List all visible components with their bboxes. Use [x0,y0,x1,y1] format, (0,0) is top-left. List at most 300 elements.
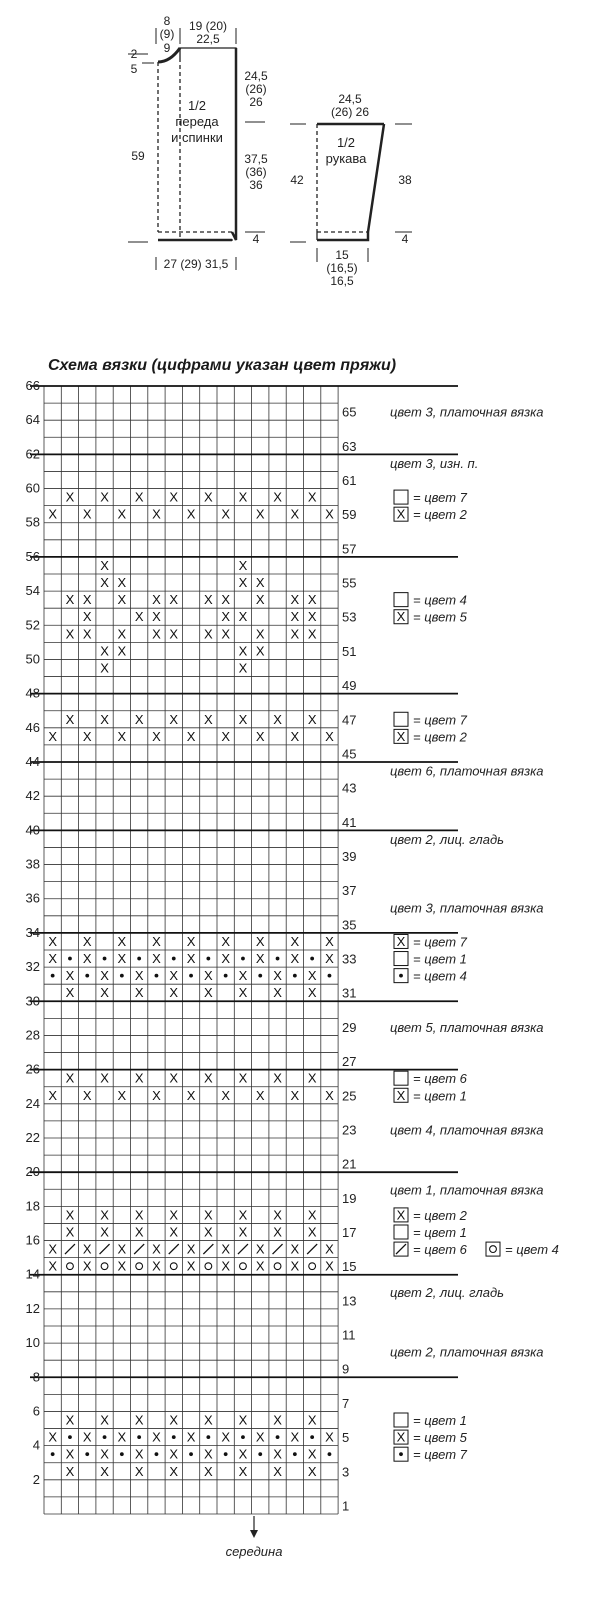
right-row-number: 63 [342,438,357,454]
legend-label: = цвет 1 [413,1088,467,1104]
dim-sleeve-left-height: 42 [290,173,304,187]
body-label-line2: переда [175,114,219,129]
section-note: цвет 1, платочная вязка [390,1182,544,1198]
cross-symbol: X [325,1087,334,1103]
cross-symbol: X [238,557,248,573]
circle-symbol [101,1263,108,1270]
cross-symbol: X [134,968,144,984]
section-note: цвет 2, лиц. гладь [390,1284,504,1300]
dot-symbol [137,1435,141,1439]
legend-label: = цвет 5 [413,1430,467,1446]
cross-symbol: X [238,985,248,1001]
dot-symbol [399,974,403,978]
right-row-number: 33 [342,951,357,967]
cross-symbol: X [100,660,109,676]
left-row-number: 14 [25,1266,40,1282]
cross-symbol: X [117,951,127,967]
legend-label: = цвет 5 [413,609,467,625]
left-row-number: 34 [25,924,40,940]
cross-symbol: X [290,506,300,522]
cross-symbol: X [100,1070,109,1086]
right-row-number: 29 [342,1019,357,1035]
chart-legends [394,490,559,1462]
slash-symbol [65,1244,75,1254]
cross-symbol: X [134,985,144,1001]
dim-lower: 37,5 [244,152,268,166]
cross-symbol: X [65,968,75,984]
right-row-number: 17 [342,1225,357,1240]
dot-symbol [276,1435,280,1439]
left-row-number: 4 [32,1437,40,1453]
dot-symbol [189,1452,193,1456]
cross-symbol: X [238,660,248,676]
cross-symbol: X [290,951,300,967]
cross-symbol: X [325,728,334,744]
cross-symbol: X [255,728,265,744]
cross-symbol: X [169,1070,179,1086]
cross-symbol: X [100,968,109,984]
cross-symbol: X [152,609,161,625]
cross-symbol: X [255,1087,265,1103]
cross-symbol: X [238,1412,248,1428]
cross-symbol: X [169,711,179,727]
cross-symbol: X [307,626,317,642]
cross-symbol: X [325,933,334,949]
cross-symbol: X [152,728,161,744]
dim-shoulder: 19 (20) [188,19,228,33]
cross-symbol: X [117,1258,127,1274]
left-row-number: 50 [25,651,40,667]
cross-symbol: X [325,1429,334,1445]
left-row-number: 38 [25,856,40,872]
legend-label: = цвет 1 [413,951,467,967]
cross-symbol: X [169,1463,179,1479]
dot-symbol [51,974,55,978]
cross-symbol: X [221,1087,230,1103]
cross-symbol: X [134,1207,144,1223]
cross-symbol: X [186,1241,196,1257]
dot-symbol [155,1452,159,1456]
cross-symbol: X [396,728,406,744]
section-note: цвет 5, платочная вязка [390,1019,544,1035]
right-row-number: 41 [342,814,357,830]
dot-symbol [224,974,228,978]
cross-symbol: X [48,1087,57,1103]
cross-symbol: X [204,985,213,1001]
cross-symbol: X [325,506,334,522]
circle-symbol [67,1263,74,1270]
cross-symbol: X [134,609,144,625]
dim-total-length: 59 [131,149,145,163]
cross-symbol: X [117,933,127,949]
right-row-number: 47 [342,712,357,728]
cross-symbol: X [238,1224,248,1240]
legend-swatch [394,1225,408,1239]
cross-symbol: X [221,592,230,608]
cross-symbol: X [255,575,265,591]
cross-symbol: X [100,1463,109,1479]
cross-symbol: X [273,1070,282,1086]
left-row-number: 58 [25,514,40,530]
cross-symbol: X [307,609,317,625]
right-row-number: 13 [342,1293,357,1309]
cross-symbol: X [65,1412,75,1428]
dot-symbol [206,957,210,961]
cross-symbol: X [204,1207,213,1223]
cross-symbol: X [307,711,317,727]
legend-label: = цвет 2 [413,729,467,745]
section-note: цвет 3, платочная вязка [390,404,544,420]
dot-symbol [68,957,72,961]
cross-symbol: X [100,575,109,591]
cross-symbol: X [255,951,265,967]
right-row-number: 11 [342,1327,356,1343]
right-row-number: 1 [342,1498,350,1514]
dot-symbol [293,974,297,978]
cross-symbol: X [65,489,75,505]
cross-symbol: X [290,592,300,608]
cross-symbol: X [152,1429,161,1445]
cross-symbol: X [238,575,248,591]
cross-symbol: X [152,1087,161,1103]
cross-symbol: X [221,506,230,522]
chart-title: Схема вязки (цифрами указан цвет пряжи) [48,357,397,374]
cross-symbol: X [48,1429,57,1445]
slash-symbol [100,1244,110,1254]
dot-symbol [120,1452,124,1456]
cross-symbol: X [117,728,127,744]
left-row-number: 28 [25,1027,40,1043]
cross-symbol: X [204,711,213,727]
right-row-number: 9 [342,1361,350,1377]
right-row-number: 25 [342,1088,357,1104]
cross-symbol: X [100,1207,109,1223]
circle-symbol [205,1263,212,1270]
dim-neck-depth-alt: (9) [159,27,175,41]
cross-symbol: X [117,506,127,522]
cross-symbol: X [273,1446,282,1462]
cross-symbol: X [186,951,196,967]
cross-symbol: X [82,951,92,967]
cross-symbol: X [65,1207,75,1223]
left-row-number: 6 [32,1403,40,1419]
dot-symbol [172,957,176,961]
cross-symbol: X [238,968,248,984]
dim-armhole-alt: (26) [245,82,267,96]
dot-symbol [258,974,262,978]
left-row-number: 16 [25,1232,40,1248]
cross-symbol: X [238,1070,248,1086]
cross-symbol: X [65,1463,75,1479]
legend-swatch [486,1242,500,1256]
dot-symbol [310,1435,314,1439]
circle-symbol [274,1263,281,1270]
left-row-number: 22 [25,1130,40,1145]
cross-symbol: X [290,1258,300,1274]
cross-symbol: X [204,968,213,984]
cross-symbol: X [396,506,406,522]
section-note: цвет 3, изн. п. [390,455,479,471]
legend-label: = цвет 1 [413,1413,467,1428]
dot-symbol [172,1435,176,1439]
left-row-number: 10 [25,1335,40,1351]
cross-symbol: X [117,1241,127,1257]
cross-symbol: X [238,1446,248,1462]
dot-symbol [293,1452,297,1456]
cross-symbol: X [134,1463,144,1479]
cross-symbol: X [82,1241,92,1257]
cross-symbol: X [65,985,75,1001]
cross-symbol: X [307,985,317,1001]
cross-symbol: X [48,506,57,522]
cross-symbol: X [152,933,161,949]
cross-symbol: X [273,1412,282,1428]
cross-symbol: X [255,1429,265,1445]
dot-symbol [51,1452,55,1456]
section-note: цвет 2, лиц. гладь [390,831,504,847]
dot-symbol [120,974,124,978]
cross-symbol: X [82,1258,92,1274]
cross-symbol: X [134,711,144,727]
right-row-number: 43 [342,780,357,796]
right-row-number: 55 [342,575,357,591]
left-row-number: 24 [25,1095,40,1111]
cross-symbol: X [117,643,127,659]
slash-symbol [238,1244,248,1254]
cross-symbol: X [82,933,92,949]
dim-body-rib: 4 [252,232,260,246]
slash-symbol [273,1244,283,1254]
cross-symbol: X [82,626,92,642]
cross-symbol: X [169,985,179,1001]
cross-symbol: X [82,506,92,522]
legend-label: = цвет 7 [413,934,467,950]
left-row-number: 36 [25,890,40,906]
cross-symbol: X [221,1429,230,1445]
dim-sleeve-cuff-alt2: 16,5 [330,274,354,288]
section-note: цвет 2, платочная вязка [390,1344,544,1360]
dot-symbol [155,974,159,978]
right-row-number: 19 [342,1190,357,1206]
section-note: цвет 3, платочная вязка [390,900,544,916]
cross-symbol: X [48,1258,57,1274]
cross-symbol: X [307,1207,317,1223]
circle-symbol [136,1263,143,1270]
cross-symbol: X [186,1429,196,1445]
cross-symbol: X [238,609,248,625]
dot-symbol [241,1435,245,1439]
circle-symbol [240,1263,247,1270]
left-row-number: 44 [25,754,40,769]
cross-symbol: X [186,1258,196,1274]
cross-symbol: X [255,592,265,608]
cross-symbol: X [117,575,127,591]
cross-symbol: X [152,951,161,967]
dim-side-a: 2 [130,47,138,61]
left-row-number: 52 [25,617,40,633]
legend-label: = цвет 6 [413,1071,467,1087]
legend-label: = цвет 4 [413,968,467,984]
legend-swatch [394,1071,408,1085]
left-row-number: 66 [25,378,40,393]
dim-lower-alt: (36) [245,165,267,179]
cross-symbol: X [117,1087,127,1103]
cross-symbol: X [290,1429,300,1445]
dot-symbol [85,1452,89,1456]
legend-swatch [394,952,408,966]
cross-symbol: X [82,592,92,608]
section-note: цвет 6, платочная вязка [390,763,544,779]
right-row-number: 45 [342,746,357,762]
cross-symbol: X [134,1070,144,1086]
cross-symbol: X [273,1463,282,1479]
left-row-number: 46 [25,719,40,735]
cross-symbol: X [273,489,282,505]
cross-symbol: X [204,1463,213,1479]
cross-symbol: X [100,557,109,573]
right-row-number: 39 [342,849,357,864]
cross-symbol: X [65,1224,75,1240]
dim-side-b: 5 [130,62,138,76]
cross-symbol: X [221,609,230,625]
cross-symbol: X [48,951,57,967]
slash-symbol [203,1244,213,1254]
left-row-number: 40 [25,822,40,838]
left-row-number: 12 [25,1300,40,1316]
cross-symbol: X [82,609,92,625]
cross-symbol: X [100,1412,109,1428]
cross-symbol: X [204,1412,213,1428]
slash-symbol [134,1244,144,1254]
cross-symbol: X [273,711,282,727]
cross-symbol: X [100,489,109,505]
cross-symbol: X [307,1224,317,1240]
legend-label: = цвет 1 [413,1225,467,1240]
legend-swatch [394,1413,408,1427]
right-row-number: 5 [342,1430,350,1446]
dim-sleeve-right-height: 38 [398,173,412,187]
cross-symbol: X [152,1241,161,1257]
center-arrow-icon [250,1530,258,1538]
cross-symbol: X [117,592,127,608]
dim-shoulder-alt: 22,5 [196,32,220,46]
cross-symbol: X [307,1412,317,1428]
cross-symbol: X [273,1224,282,1240]
right-row-number: 37 [342,883,357,899]
cross-symbol: X [325,1241,334,1257]
cross-symbol: X [221,1258,230,1274]
dot-symbol [276,957,280,961]
cross-symbol: X [290,728,300,744]
cross-symbol: X [186,728,196,744]
slash-symbol [307,1244,317,1254]
right-row-number: 23 [342,1122,357,1138]
cross-symbol: X [65,1446,75,1462]
cross-symbol: X [238,489,248,505]
cross-symbol: X [82,728,92,744]
left-row-number: 18 [25,1198,40,1214]
left-row-number: 20 [25,1164,40,1180]
right-row-number: 27 [342,1054,357,1070]
dim-sleeve-top: 24,5 [338,92,362,106]
cross-symbol: X [186,506,196,522]
dim-sleeve-cuff: 15 [335,248,349,262]
cross-symbol: X [186,933,196,949]
section-note: цвет 4, платочная вязка [390,1122,544,1138]
right-row-number: 49 [342,678,357,694]
cross-symbol: X [169,592,179,608]
cross-symbol: X [169,489,179,505]
dim-neck-depth-alt2: 9 [163,41,171,55]
cross-symbol: X [255,1258,265,1274]
cross-symbol: X [65,1070,75,1086]
cross-symbol: X [221,951,230,967]
dot-symbol [68,1435,72,1439]
cross-symbol: X [307,489,317,505]
cross-symbol: X [290,1087,300,1103]
right-row-number: 53 [342,609,357,625]
cross-symbol: X [396,1207,406,1223]
slash-symbol [169,1244,179,1254]
right-row-number: 15 [342,1259,357,1275]
left-row-number: 60 [25,480,40,496]
cross-symbol: X [204,592,213,608]
cross-symbol: X [65,592,75,608]
cross-symbol: X [186,1087,196,1103]
legend-swatch [394,490,408,504]
legend-swatch [394,712,408,726]
cross-symbol: X [273,985,282,1001]
left-row-number: 8 [32,1369,40,1385]
legend-label: = цвет 6 [413,1242,467,1258]
cross-symbol: X [100,643,109,659]
cross-symbol: X [100,711,109,727]
cross-symbol: X [134,1412,144,1428]
cross-symbol: X [273,1207,282,1223]
cross-symbol: X [169,1224,179,1240]
legend-label: = цвет 4 [505,1242,559,1258]
right-row-number: 3 [342,1464,350,1480]
cross-symbol: X [48,933,57,949]
cross-symbol: X [255,933,265,949]
dim-sleeve-top-alt: (26) 26 [330,105,370,119]
circle-symbol [170,1263,177,1270]
cross-symbol: X [238,643,248,659]
cross-symbol: X [100,1446,109,1462]
left-row-number: 32 [25,959,40,975]
cross-symbol: X [100,985,109,1001]
dot-symbol [328,1452,332,1456]
left-row-number: 26 [25,1061,40,1077]
dot-symbol [85,974,89,978]
cross-symbol: X [117,1429,127,1445]
dot-symbol [399,1452,403,1456]
cross-symbol: X [307,1070,317,1086]
right-row-number: 57 [342,541,357,557]
cross-symbol: X [204,1446,213,1462]
sleeve-label-line1: 1/2 [336,135,356,150]
cross-symbol: X [100,1224,109,1240]
dim-sleeve-rib: 4 [401,232,409,246]
cross-symbol: X [307,1446,317,1462]
cross-symbol: X [134,1224,144,1240]
cross-symbol: X [238,1463,248,1479]
cross-symbol: X [290,626,300,642]
cross-symbol: X [204,626,213,642]
cross-symbol: X [134,489,144,505]
dot-symbol [137,957,141,961]
cross-symbol: X [221,1241,230,1257]
